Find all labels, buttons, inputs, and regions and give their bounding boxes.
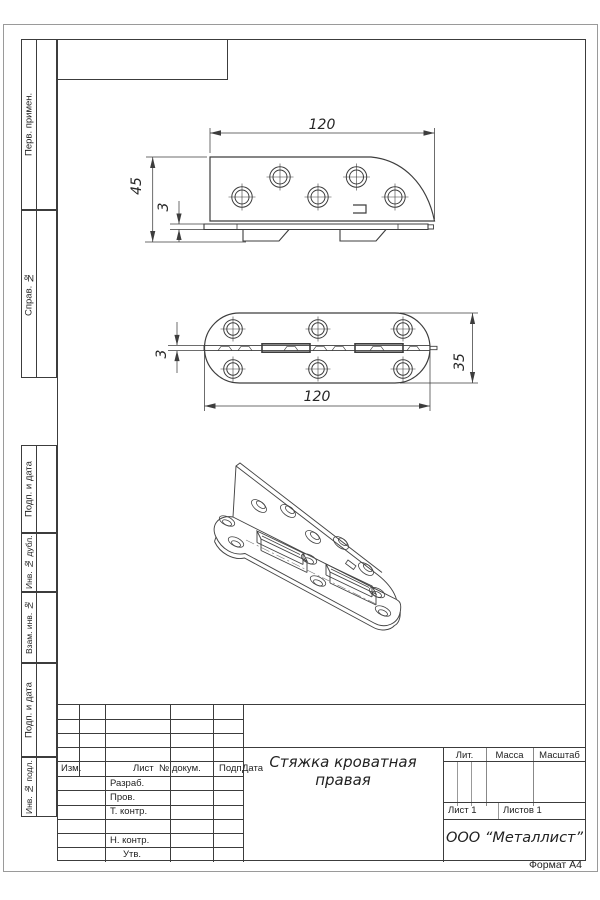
margin-label: Справ. № bbox=[23, 272, 35, 316]
plan-width-dim: 35 bbox=[452, 353, 468, 371]
role-t-kontr: Т. контр. bbox=[110, 806, 148, 817]
front-width-dim: 120 bbox=[308, 117, 336, 133]
iso-base-thickness bbox=[215, 537, 401, 630]
rev-col-data: Дата bbox=[242, 763, 264, 774]
role-utv: Утв. bbox=[123, 849, 142, 860]
margin-label: Инв. № подл. bbox=[24, 760, 34, 814]
plan-thickness-dim: 3 bbox=[154, 349, 170, 359]
mass-label: Масса bbox=[495, 750, 524, 761]
plan-view bbox=[154, 313, 478, 411]
margin-box-divider bbox=[36, 758, 37, 816]
isometric-view bbox=[214, 463, 401, 630]
part-title-line1: Стяжка кроватная bbox=[269, 753, 417, 771]
front-base-strip bbox=[204, 224, 428, 230]
front-view bbox=[129, 117, 435, 242]
rev-col-list: Лист bbox=[133, 763, 154, 774]
margin-label: Подп. и дата bbox=[23, 461, 35, 517]
part-title-line2: правая bbox=[315, 771, 371, 789]
front-hook-1 bbox=[243, 230, 289, 242]
role-razrab: Разраб. bbox=[110, 778, 145, 789]
plan-cut-marks bbox=[218, 346, 420, 350]
part-title bbox=[243, 753, 443, 789]
rev-col-izm: Изм. bbox=[61, 763, 82, 774]
format-label: Формат А4 bbox=[528, 859, 582, 871]
iso-slot bbox=[346, 560, 357, 570]
sheet-number: Лист 1 bbox=[448, 805, 477, 816]
front-dim-lines bbox=[145, 128, 435, 242]
margin-box-inv-podl bbox=[21, 757, 57, 817]
margin-label: Инв. № дубл. bbox=[24, 535, 34, 590]
margin-label: Взам. инв. № bbox=[24, 600, 34, 655]
role-n-kontr: Н. контр. bbox=[110, 835, 150, 846]
front-slot bbox=[353, 205, 366, 213]
front-thickness-dim: 3 bbox=[156, 202, 172, 212]
iso-centerline bbox=[246, 540, 378, 605]
iso-flange-edge bbox=[233, 463, 382, 573]
front-holes bbox=[232, 167, 405, 207]
margin-label: Перв. примен. bbox=[23, 92, 35, 157]
rev-col-dokum: № докум. bbox=[159, 763, 201, 774]
role-prov: Пров. bbox=[110, 792, 136, 803]
front-hook-2 bbox=[340, 230, 386, 242]
title-block bbox=[57, 704, 586, 861]
plan-length-dim: 120 bbox=[303, 389, 331, 405]
rev-col-podp: Подп. bbox=[219, 763, 245, 774]
front-height-dim: 45 bbox=[129, 177, 145, 195]
iso-hook-2 bbox=[326, 564, 376, 605]
plan-hole-centerlines bbox=[221, 317, 416, 382]
sheets-total: Листов 1 bbox=[503, 805, 542, 816]
scale-label: Масштаб bbox=[539, 750, 580, 761]
margin-label: Подп. и дата bbox=[23, 682, 35, 738]
company-name: ООО “Металлист” bbox=[445, 830, 583, 846]
lit-label: Лит. bbox=[455, 750, 474, 761]
front-dim-arrows bbox=[150, 130, 434, 242]
